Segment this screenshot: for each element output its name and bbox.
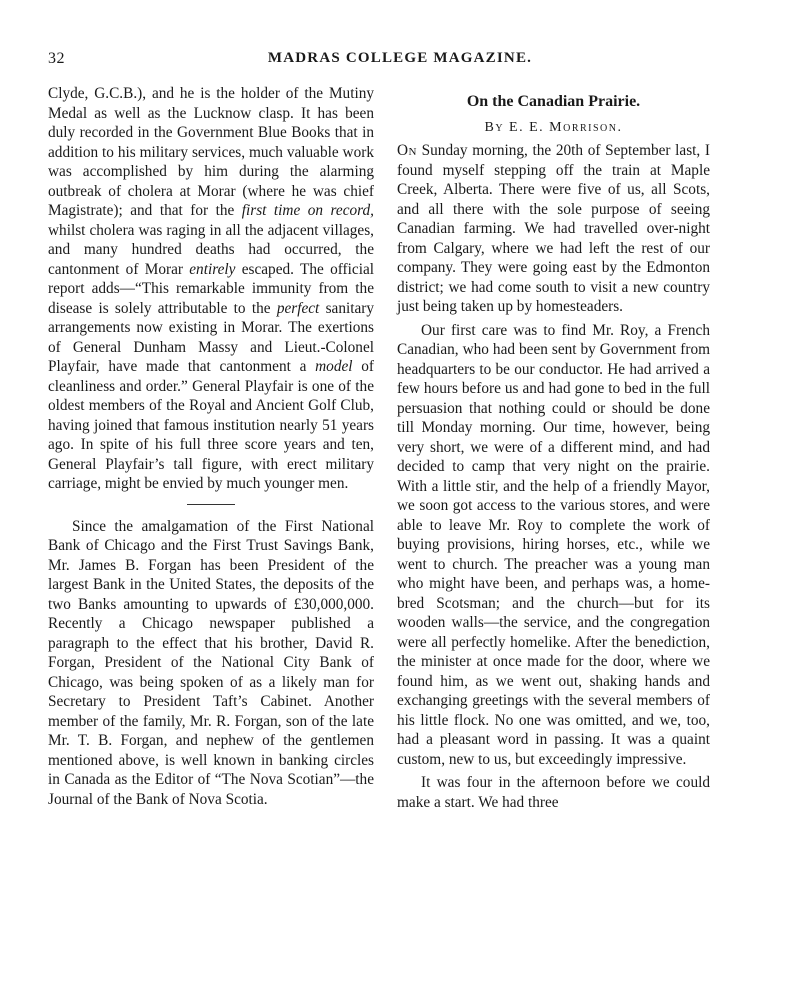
forgan-paragraph: Since the amalgamation of the First National Bank of Chicago and the First Trust Savings Bank, Mr. James B. Forgan has been President of the largest Bank in the United States, the deposits of the two Banks amounting to upwards of £30,000,000. Recently a Chicago newspaper published a paragraph to the effect that his brother, David R. Forgan, President of the National City Bank of Chicago, was being spoken of as a likely man for Secretary to President Taft’s Cabinet. Another member of the family, Mr. R. Forgan, son of the late Mr. T. B. Forgan, and nephew of the gentlemen mentioned above, is well known in banking circles in Canada as the Editor of “The Nova Scotian”—the Journal of the Bank of Nova Scotia.: [48, 517, 374, 808]
running-header: MADRAS COLLEGE MAGAZINE.: [267, 50, 533, 66]
playfair-paragraph: Clyde, G.C.B.), and he is the holder of the Mutiny Medal as well as the Lucknow clasp. It has been duly recorded in the Government Blue Books that in addition to his military services, much valuable work was accomplished by him during the alarming outbreak of cholera at Morar (where he was chief Magistrate); and that for the first time on record, whilst cholera was raging in all the adjacent villages, and many hundred deaths had occurred, the cantonment of Morar entirely escaped. The official report adds—“This remarkable immunity from the disease is solely attributable to the perfect sanitary arrangements now existing in Morar. The exertions of General Dunham Massy and Lieut.-Colonel Playfair, have made that cantonment a model of cleanliness and order.” General Playfair is one of the oldest members of the Royal and Ancient Golf Club, having joined that famous institution nearly 51 years ago. In spite of his full three score years and ten, General Playfair’s tall figure, with erect military carriage, might be envied by much younger men.: [48, 85, 374, 492]
article-title: On the Canadian Prairie.: [466, 93, 641, 110]
page-number: 32: [48, 50, 65, 67]
article-byline: By E. E. Morrison.: [484, 119, 623, 135]
article-paragraph-1: On Sunday morning, the 20th of September last, I found myself stepping off the train at Maple Creek, Alberta. There were five of us, all Scots, and all there with the sole purpose of seeing Canadian farming. We had travelled over-night from Calgary, where we had left the rest of our company. They were going east by the Edmonton district; we had come south to visit a new country just being taken up by homesteaders.: [397, 142, 710, 315]
section-divider: [187, 504, 235, 505]
article-paragraph-2: Our first care was to find Mr. Roy, a French Canadian, who had been sent by Government from headquarters to be our conductor. He had arrived a few hours before us and had gone to bed in the full persuasion that nothing could or should be done till Monday morning. Our time, however, being very short, we were of a different mind, and had decided to camp that very night on the prairie. With a little stir, and the help of a friendly Mayor, we soon got access to the various stores, and were able to leave Mr. Roy to complete the work of buying provisions, hiring horses, etc., while we went to church. The preacher was a young man who might have been, and perhaps was, a home-bred Scotsman; and the church—but for its wooden walls—the service, and the congregation were all perfectly homelike. After the benediction, the minister at once made for the door, where we found him, as we went out, shaking hands and exchanging greetings with the several members of his little flock. No one was omitted, and we, too, had a pleasant word in passing. It was a quaint custom, new to us, but exceedingly impressive.: [397, 321, 710, 768]
left-column: [48, 84, 374, 809]
right-column: [397, 84, 710, 812]
article-paragraph-3: It was four in the afternoon before we could make a start. We had three: [397, 774, 710, 811]
